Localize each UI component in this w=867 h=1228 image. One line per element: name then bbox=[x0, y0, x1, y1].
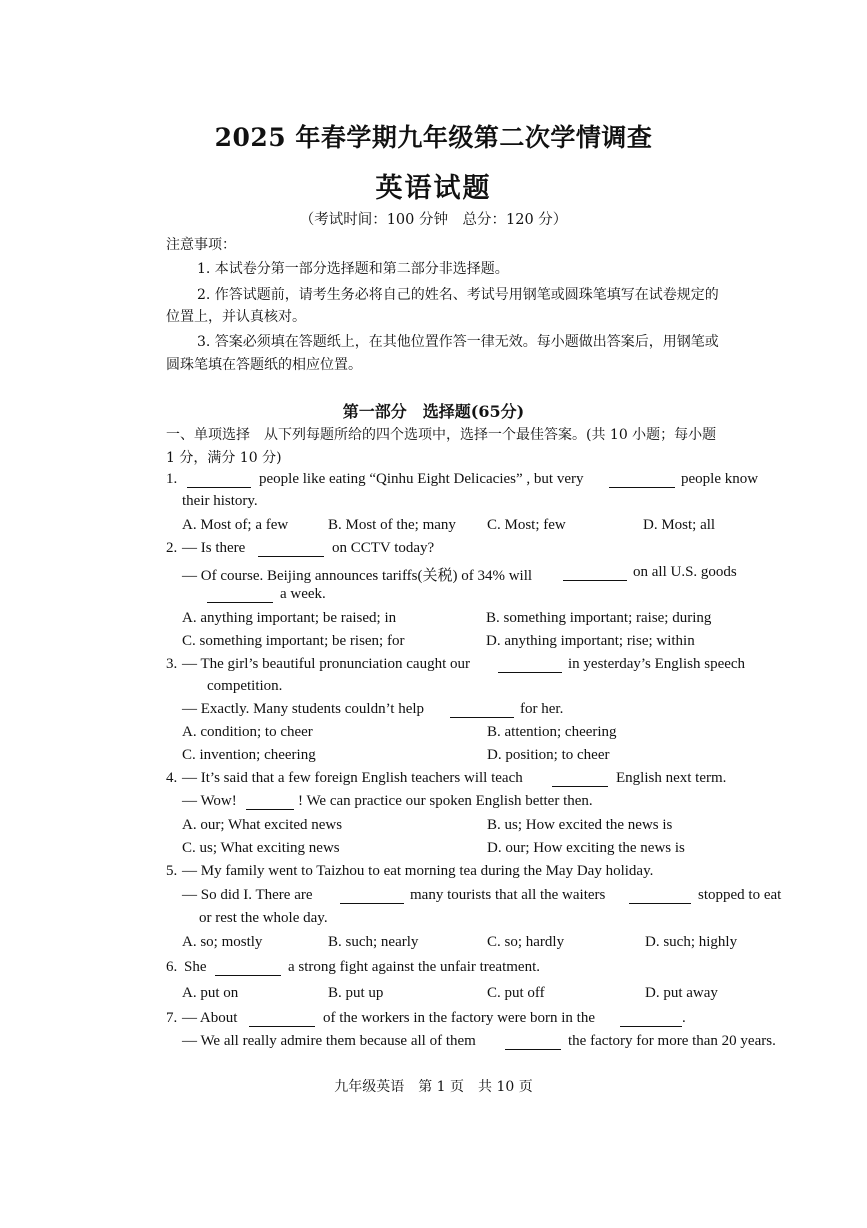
notice-item-2-line1: 2. 作答试题前，请考生务必将自己的姓名、考试号用钢笔或圆珠笔填写在试卷规定的 bbox=[197, 287, 719, 303]
q5-line2-part3: stopped to eat bbox=[698, 887, 782, 903]
q6-option-c: C. put off bbox=[487, 985, 545, 1001]
q2-blank-2 bbox=[563, 579, 627, 581]
q4-line1-part1: — It’s said that a few foreign English teachers will teach bbox=[182, 770, 523, 786]
q6-blank-1 bbox=[215, 974, 281, 976]
q3-line3-part1: — Exactly. Many students couldn’t help bbox=[182, 701, 425, 717]
q3-line1-part1: — The girl’s beautiful pronunciation caught our bbox=[182, 656, 470, 672]
q5-blank-2 bbox=[629, 902, 691, 904]
q7-blank-3 bbox=[505, 1048, 561, 1050]
q6-line1-part1: She bbox=[184, 959, 207, 975]
q6-number: 6. bbox=[166, 959, 178, 975]
q1-option-d: D. Most; all bbox=[643, 517, 716, 533]
q6-option-a: A. put on bbox=[182, 985, 239, 1001]
q6-option-d: D. put away bbox=[645, 985, 718, 1001]
q1-stem-part1: people like eating “Qinhu Eight Delicacies” , but very bbox=[259, 471, 584, 487]
q4-blank-1 bbox=[552, 785, 608, 787]
q3-blank-1 bbox=[498, 671, 562, 673]
q1-stem-part2: people know bbox=[681, 471, 759, 487]
q2-option-c: C. something important; be risen; for bbox=[182, 633, 405, 649]
page-footer: 九年级英语 第 1 页 共 10 页 bbox=[334, 1079, 533, 1095]
q6-option-b: B. put up bbox=[328, 985, 384, 1001]
q5-option-c: C. so; hardly bbox=[487, 934, 565, 950]
q2-line1-part2: on CCTV today? bbox=[332, 540, 435, 556]
notice-item-3-line1: 3. 答案必须填在答题纸上，在其他位置作答一律无效。每小题做出答案后，用钢笔或 bbox=[197, 334, 719, 350]
notice-item-3-line2: 圆珠笔填在答题纸的相应位置。 bbox=[166, 357, 362, 373]
q7-line2-part1: — We all really admire them because all of them bbox=[182, 1033, 476, 1049]
part1-title: 第一部分 选择题(65分) bbox=[342, 402, 525, 421]
section1-instruction-line2: 1 分，满分 10 分) bbox=[166, 450, 282, 466]
q3-line3-part2: for her. bbox=[520, 701, 564, 717]
q5-line1: — My family went to Taizhou to eat morning tea during the May Day holiday. bbox=[182, 863, 654, 879]
q7-line2-part2: the factory for more than 20 years. bbox=[568, 1033, 776, 1049]
section1-instruction-line1: 一、单项选择 从下列每题所给的四个选项中，选择一个最佳答案。(共 10 小题；每小题 bbox=[166, 427, 717, 443]
q3-option-b: B. attention; cheering bbox=[487, 724, 617, 740]
notice-item-1: 1. 本试卷分第一部分选择题和第二部分非选择题。 bbox=[197, 261, 509, 277]
q3-option-d: D. position; to cheer bbox=[487, 747, 610, 763]
q2-blank-1 bbox=[258, 555, 324, 557]
q2-option-a: A. anything important; be raised; in bbox=[182, 610, 397, 626]
q2-line2-part2: on all U.S. goods bbox=[633, 564, 737, 580]
exam-title: 2025 年春学期九年级第二次学情调查 bbox=[214, 123, 653, 152]
q4-blank-2 bbox=[246, 808, 294, 810]
q6-line1-part2: a strong fight against the unfair treatment. bbox=[288, 959, 541, 975]
q3-option-a: A. condition; to cheer bbox=[182, 724, 313, 740]
q7-line1-part2: of the workers in the factory were born in the bbox=[323, 1010, 595, 1026]
q5-line3: or rest the whole day. bbox=[199, 910, 328, 926]
q1-stem-line2: their history. bbox=[182, 493, 258, 509]
q7-blank-2 bbox=[620, 1025, 682, 1027]
q5-option-b: B. such; nearly bbox=[328, 934, 419, 950]
q4-option-b: B. us; How excited the news is bbox=[487, 817, 673, 833]
notice-heading: 注意事项： bbox=[166, 237, 236, 253]
q4-option-c: C. us; What exciting news bbox=[182, 840, 340, 856]
q1-blank-1 bbox=[187, 486, 251, 488]
q4-line1-part2: English next term. bbox=[616, 770, 727, 786]
q4-line2-part1: — Wow! bbox=[182, 793, 237, 809]
q7-blank-1 bbox=[249, 1025, 315, 1027]
q4-number: 4. bbox=[166, 770, 178, 786]
q5-number: 5. bbox=[166, 863, 178, 879]
q4-option-a: A. our; What excited news bbox=[182, 817, 343, 833]
q3-line1-part2: in yesterday’s English speech bbox=[568, 656, 746, 672]
q5-blank-1 bbox=[340, 902, 404, 904]
q3-blank-2 bbox=[450, 716, 514, 718]
exam-subject: 英语试题 bbox=[375, 173, 492, 204]
q5-line2-part2: many tourists that all the waiters bbox=[410, 887, 606, 903]
q2-option-d: D. anything important; rise; within bbox=[486, 633, 695, 649]
q2-number: 2. bbox=[166, 540, 178, 556]
notice-item-2-line2: 位置上，并认真核对。 bbox=[166, 309, 306, 325]
q7-line1-part1: — About bbox=[182, 1010, 238, 1026]
q1-option-c: C. Most; few bbox=[487, 517, 566, 533]
q5-line2-part1: — So did I. There are bbox=[182, 887, 313, 903]
q4-line2-part2: ! We can practice our spoken English better then. bbox=[298, 793, 593, 809]
q2-line2-part1: — Of course. Beijing announces tariffs(关税) of 34% will bbox=[182, 568, 533, 584]
q4-option-d: D. our; How exciting the news is bbox=[487, 840, 685, 856]
q7-line1-part3: . bbox=[682, 1010, 686, 1026]
q7-number: 7. bbox=[166, 1010, 178, 1026]
q2-blank-3 bbox=[207, 601, 273, 603]
q1-number: 1. bbox=[166, 471, 178, 487]
q2-line3: a week. bbox=[280, 586, 326, 602]
q1-option-a: A. Most of; a few bbox=[182, 517, 289, 533]
q1-option-b: B. Most of the; many bbox=[328, 517, 456, 533]
q1-blank-2 bbox=[609, 486, 675, 488]
exam-info: （考试时间：100 分钟 总分：120 分） bbox=[299, 212, 568, 228]
q3-number: 3. bbox=[166, 656, 178, 672]
q5-option-d: D. such; highly bbox=[645, 934, 738, 950]
q2-line1-part1: — Is there bbox=[182, 540, 246, 556]
q3-line2: competition. bbox=[207, 678, 283, 694]
q2-option-b: B. something important; raise; during bbox=[486, 610, 712, 626]
q3-option-c: C. invention; cheering bbox=[182, 747, 316, 763]
q5-option-a: A. so; mostly bbox=[182, 934, 263, 950]
